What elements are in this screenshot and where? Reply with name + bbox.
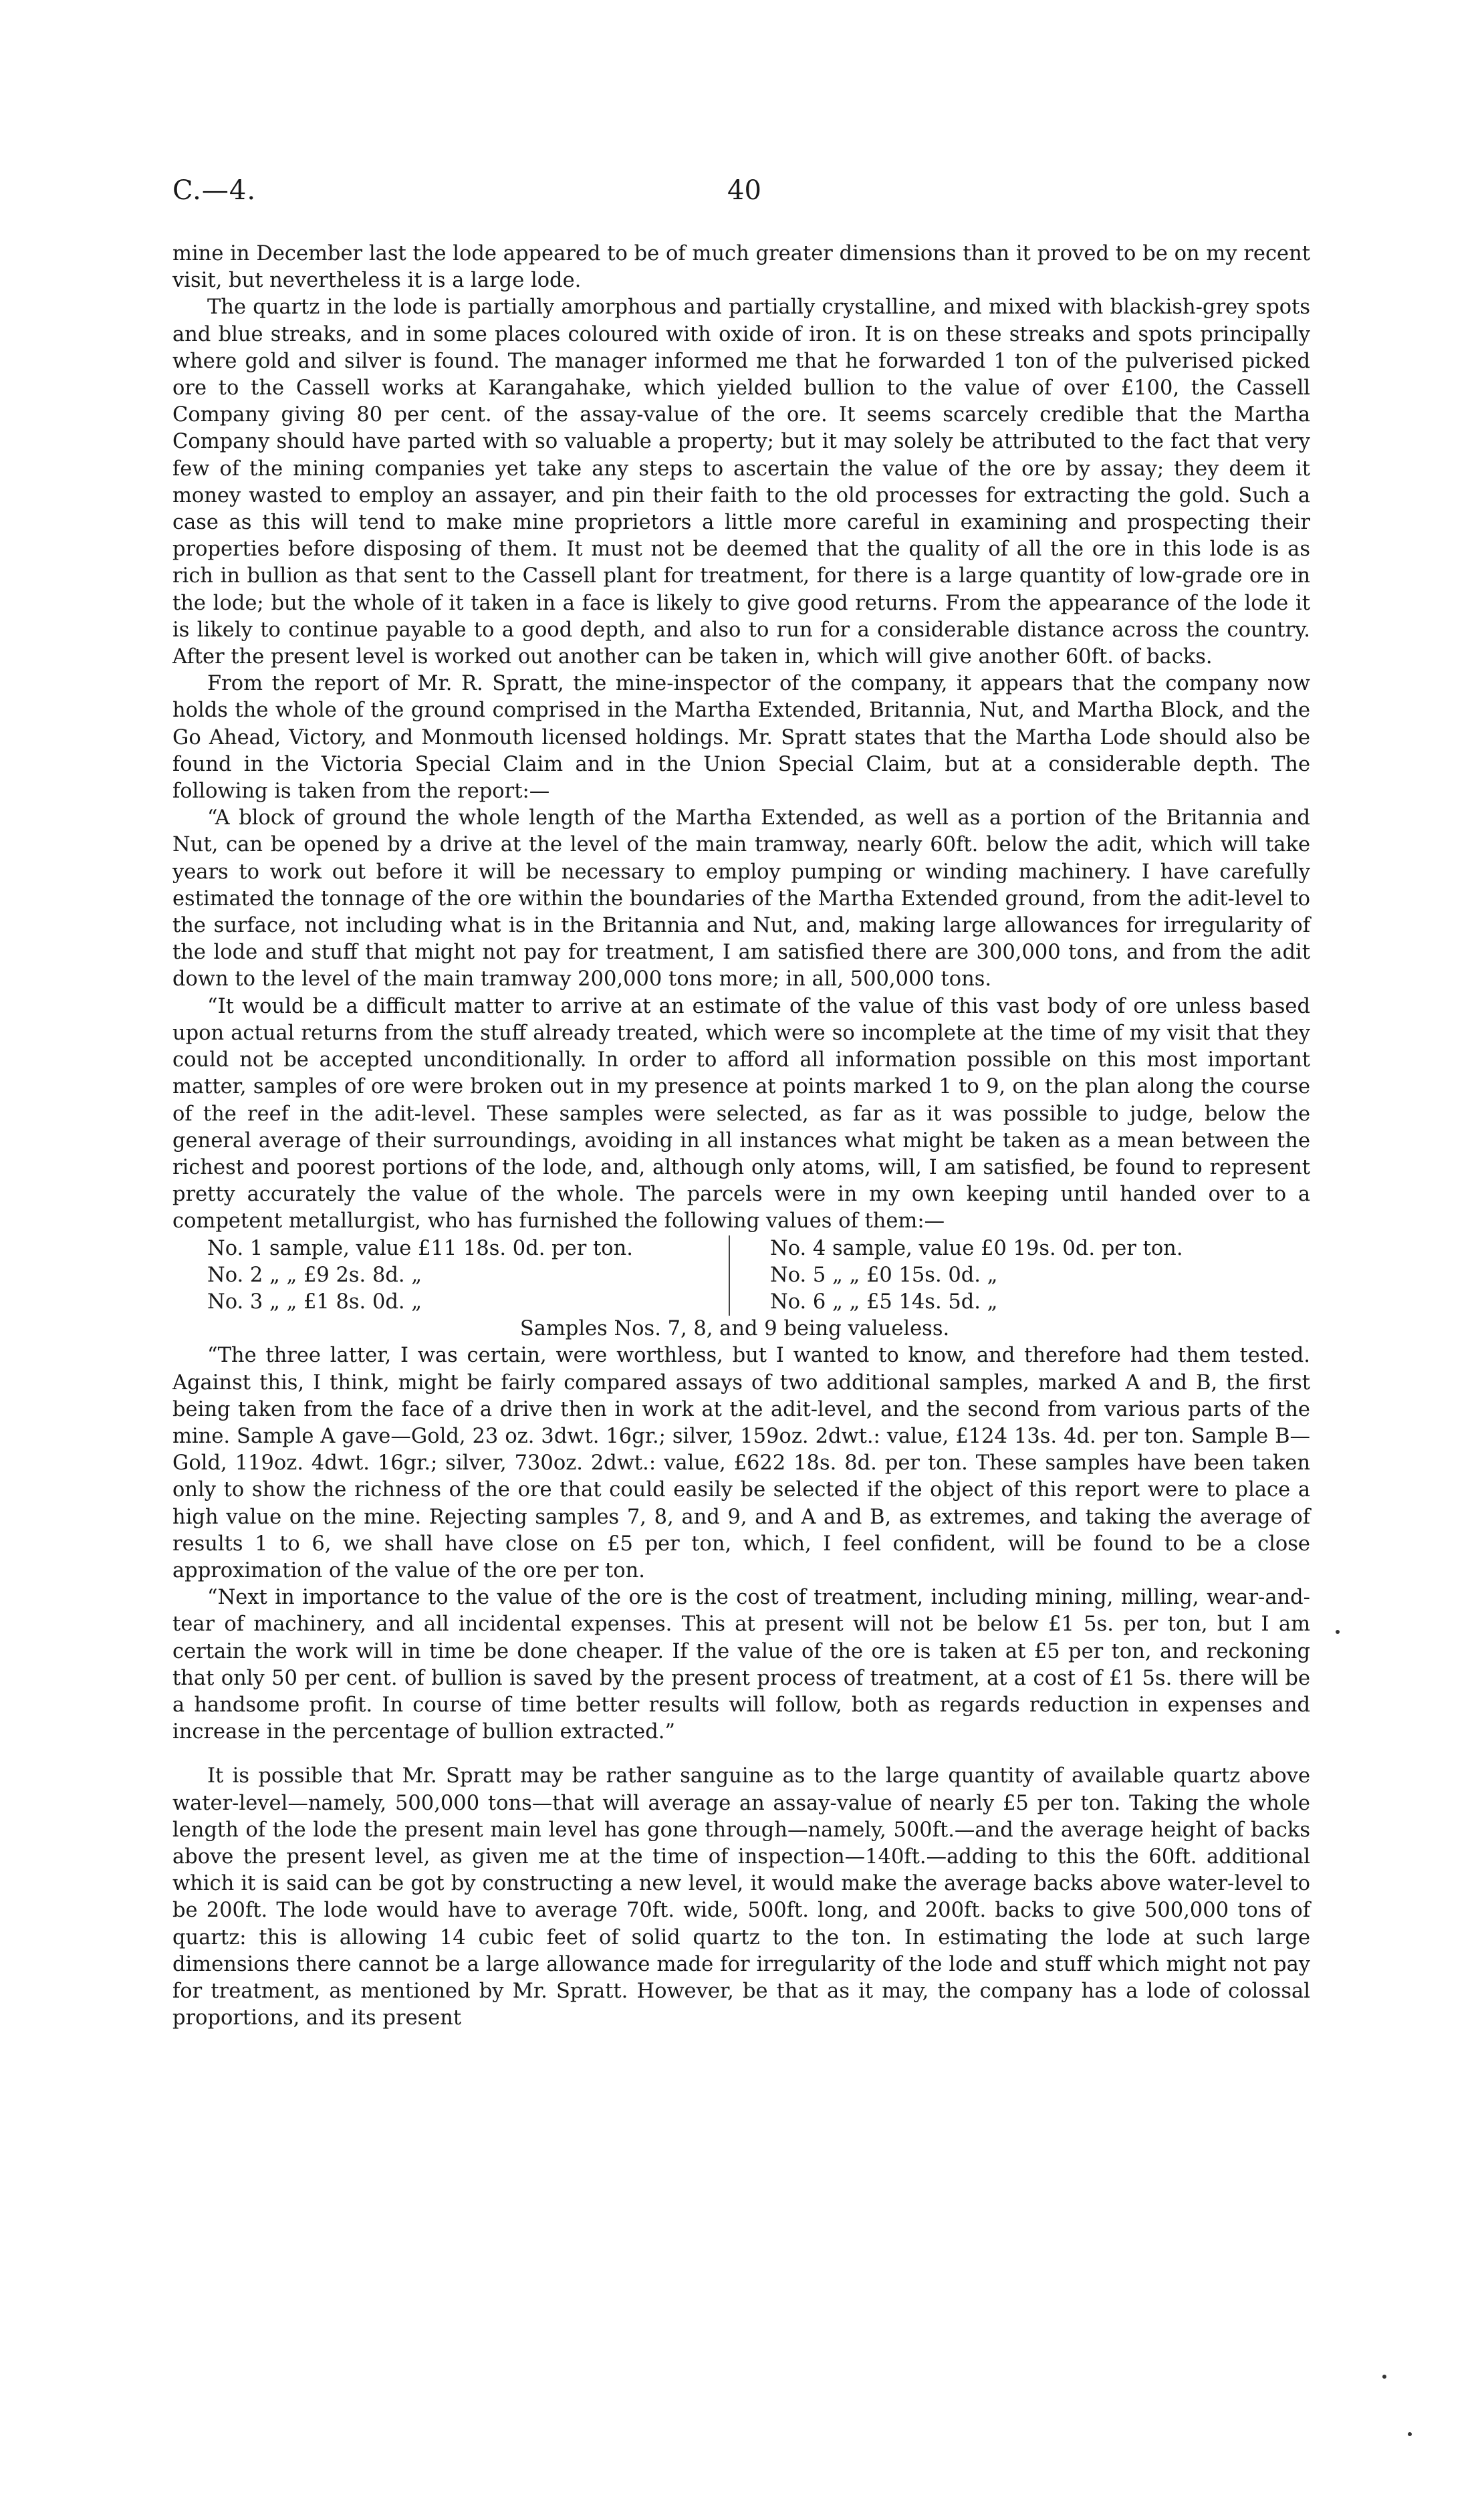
sample-row: No. 2 „ „ £9 2s. 8d. „ (207, 1263, 422, 1287)
print-speck (1336, 1630, 1340, 1634)
samples-column-right (729, 1235, 1237, 1316)
paragraph-continuation: mine in December last the lode appeared to be of much greater dimensions than it proved to be on my recent visit, but nevertheless it is a large lode. (172, 242, 1310, 293)
paragraph-quote-cost-of-treatment: “Next in importance to the value of the ore is the cost of treatment, including mining, milling, wear-and-tear of machinery, and all incidental expenses. This at present will not be below £1 5s. per ton, but I am certain the work will in time be done cheaper. If the value of the ore is taken at £5 per ton, and reckoning that only 50 per cent. of bullion is saved by the present process of treatment, at a cost of £1 5s. there will be a handsome profit. In course of time better results will follow, both as regards reduction in expenses and increase in the percentage of bullion extracted.” (172, 1586, 1310, 1744)
sample-row: No. 3 „ „ £1 8s. 0d. „ (207, 1290, 422, 1314)
paragraph-quote-estimate: “It would be a difficult matter to arrive at an estimate of the value of this vast body of ore unless based upon actual returns from the stuff already treated, which were so incomplete at the time of my visit that they could not be accepted unconditionally. In order to afford all information possible on this most important matter, samples of ore were broken out in my presence at points marked 1 to 9, on the plan along the course of the reef in the adit-level. These samples were selected, as far as it was possible to judge, below the general average of their surroundings, avoiding in all instances what might be taken as a mean between the richest and poorest portions of the lode, and, although only atoms, will, I am satisfied, be found to represent pretty accurately the value of the whole. The parcels were in my own keeping until handed over to a competent metallurgist, who has furnished the following values of them:— (172, 994, 1310, 1233)
samples-column-left (207, 1235, 729, 1316)
paragraph-conclusion: It is possible that Mr. Spratt may be rather sanguine as to the large quantity of available quartz above water-level—namely, 500,000 tons—that will average an assay-value of nearly £5 per ton. Taking the whole length of the lode the present main level has gone through—namely, 500ft.—and the average height of backs above the present level, as given me at the time of inspection—140ft.—adding to this the 60ft. additional which it is said can be got by constructing a new level, it would make the average backs above water-level to be 200ft. The lode would have to average 70ft. wide, 500ft. long, and 200ft. backs to give 500,000 tons of quartz: this is allowing 14 cubic feet of solid quartz to the ton. In estimating the lode at such large dimensions there cannot be a large allowance made for irregularity of the lode and stuff which might not pay for treatment, as mentioned by Mr. Spratt. However, be that as it may, the company has a lode of colossal proportions, and its present (172, 1764, 1310, 2030)
page-number: 40 (727, 175, 761, 206)
sample-row: No. 5 „ „ £0 15s. 0d. „ (770, 1263, 998, 1287)
body-text (172, 241, 1310, 2032)
print-speck (1408, 2432, 1412, 2436)
paragraph-quartz: The quartz in the lode is partially amorphous and partially crystalline, and mixed with blackish-grey spots and blue streaks, and in some places coloured with oxide of iron. It is on these streaks and spots principally where gold and silver is found. The manager informed me that he forwarded 1 ton of the pulverised picked ore to the Cassell works at Karangahake, which yielded bullion to the value of over £100, the Cassell Company giving 80 per cent. of the assay-value of the ore. It seems scarcely credible that the Martha Company should have parted with so valuable a property; but it may solely be attributed to the fact that very few of the mining companies yet take any steps to ascertain the value of the ore by assay; they deem it money wasted to employ an assayer, and pin their faith to the old processes for extracting the gold. Such a case as this will tend to make mine proprietors a little more careful in examining and prospecting their properties before disposing of them. It must not be deemed that the quality of all the ore in this lode is as rich in bullion as that sent to the Cassell plant for treatment, for there is a large quantity of low-grade ore in the lode; but the whole of it taken in a face is likely to give good returns. From the appearance of the lode it is likely to continue payable to a good depth, and also to run for a considerable distance across the country. After the present level is worked out another can be taken in, which will give another 60ft. of backs. (172, 295, 1310, 669)
samples-note: Samples Nos. 7, 8, and 9 being valueless. (519, 1317, 950, 1341)
page-header (172, 175, 1310, 215)
samples-table (207, 1235, 1237, 1316)
paragraph-spratt-report: From the report of Mr. R. Spratt, the mine-inspector of the company, it appears that the company now holds the whole of the ground comprised in the Martha Extended, Britannia, Nut, and Martha Block, and the Go Ahead, Victory, and Monmouth licensed holdings. Mr. Spratt states that the Martha Lode should also be found in the Victoria Special Claim and in the Union Special Claim, but at a considerable depth. The following is taken from the report:— (172, 672, 1310, 804)
sample-row: No. 1 sample, value £11 18s. 0d. per ton. (207, 1236, 633, 1260)
paragraph-quote-three-latter: “The three latter, I was certain, were worthless, but I wanted to know, and therefore had them tested. Against this, I think, might be fairly compared assays of two additional samples, marked A and B, the first being taken from the face of a drive then in work at the adit-level, and the second from various parts of the mine. Sample A gave—Gold, 23 oz. 3dwt. 16gr.; silver, 159oz. 2dwt.: value, £124 13s. 4d. per ton. Sample B—Gold, 119oz. 4dwt. 16gr.; silver, 730oz. 2dwt.: value, £622 18s. 8d. per ton. These samples have been taken only to show the richness of the ore that could easily be selected if the object of this report were to place a high value on the mine. Rejecting samples 7, 8, and 9, and A and B, as extremes, and taking the average of results 1 to 6, we shall have close on £5 per ton, which, I feel confident, will be found to be a close approximation of the value of the ore per ton. (172, 1344, 1310, 1582)
print-speck (1382, 2375, 1386, 2379)
document-reference: C.—4. (172, 175, 257, 206)
sample-row: No. 4 sample, value £0 19s. 0d. per ton. (770, 1236, 1183, 1260)
sample-row: No. 6 „ „ £5 14s. 5d. „ (770, 1290, 998, 1314)
paragraph-quote-block-of-ground: “A block of ground the whole length of the Martha Extended, as well as a portion of the Britannia and Nut, can be opened by a drive at the level of the main tramway, nearly 60ft. below the adit, which will take years to work out before it will be necessary to employ pumping or winding machinery. I have carefully estimated the tonnage of the ore within the boundaries of the Martha Extended ground, from the adit-level to the surface, not including what is in the Britannia and Nut, and, making large allowances for irregularity of the lode and stuff that might not pay for treatment, I am satisfied there are 300,000 tons, and from the adit down to the level of the main tramway 200,000 tons more; in all, 500,000 tons. (172, 806, 1310, 991)
